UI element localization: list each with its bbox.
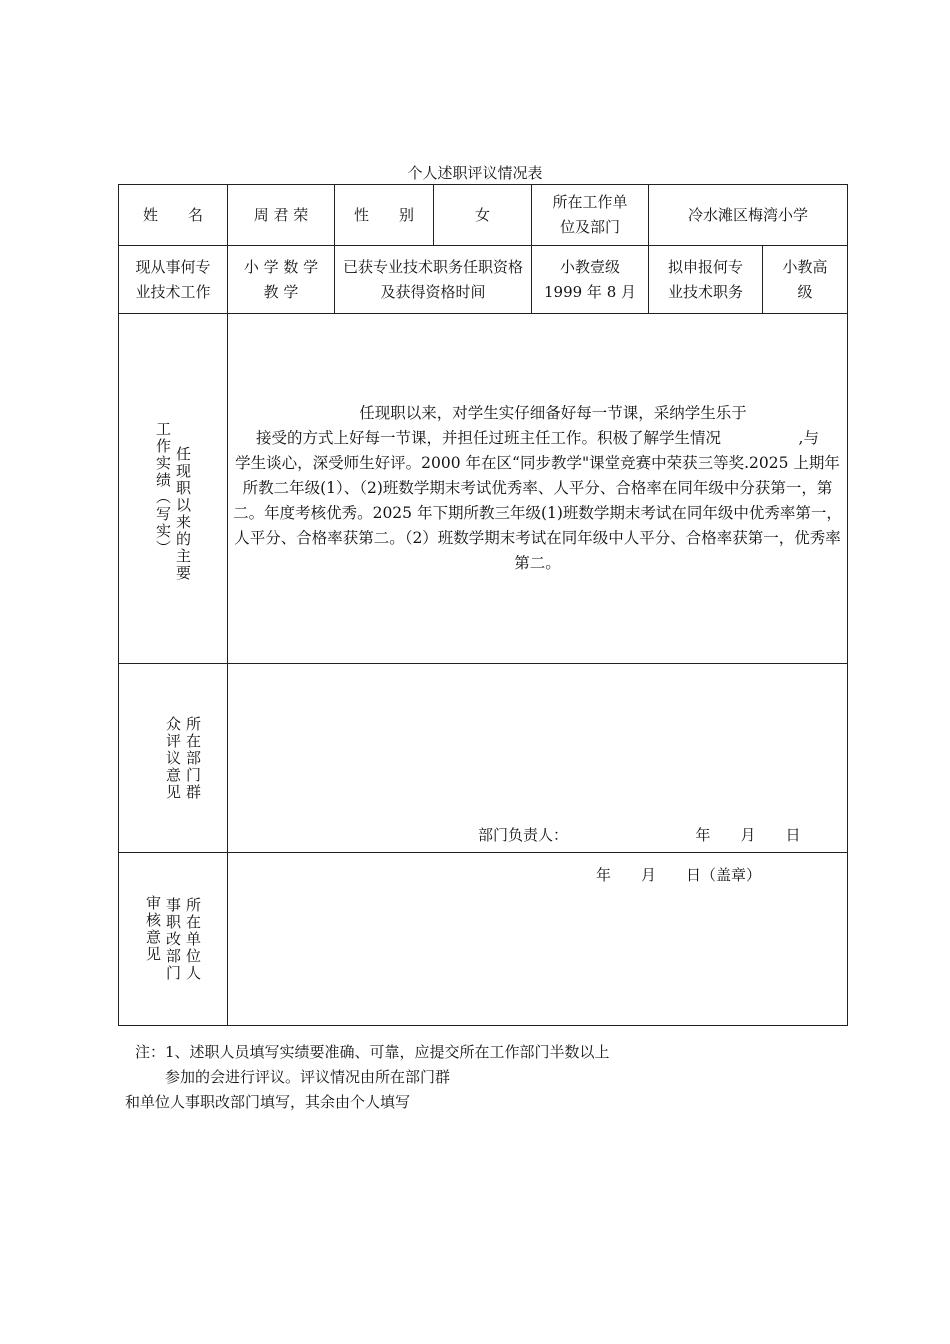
current-work-label: 现从事何专业技术工作 xyxy=(119,246,228,314)
dept-opinion-label-col1: 众评议意见 xyxy=(164,715,182,801)
unit-label: 所在工作单位及部门 xyxy=(532,185,649,246)
gender-value: 女 xyxy=(434,185,532,246)
unit-opinion-label-col1: 审核意见 xyxy=(144,895,162,963)
apply-value: 小教高级 xyxy=(763,246,848,314)
qualification-date: 1999 年 8 月 xyxy=(543,282,637,301)
note-line-3: 和单位人事职改部门填写，其余由个人填写 xyxy=(125,1093,411,1111)
qualification-value xyxy=(532,246,649,314)
name-value: 周 君 荣 xyxy=(228,185,335,246)
notes xyxy=(125,1040,610,1115)
achievements-label xyxy=(119,314,228,664)
note-line-2: 参加的会进行评议。评议情况由所在部门群 xyxy=(165,1068,451,1086)
dept-opinion-label xyxy=(119,664,228,853)
achievements-line-1: 任现职以来，对学生实仔细备好每一节课，采纳学生乐于 xyxy=(359,404,747,422)
gender-label: 性 别 xyxy=(335,185,434,246)
unit-opinion-label-col2: 事职改部门 xyxy=(164,896,182,982)
dept-opinion-content xyxy=(228,664,848,853)
evaluation-form-table xyxy=(118,184,848,1026)
achievements-label-col1: 工作实绩（写实） xyxy=(154,420,172,557)
unit-date-stamp: 年 月 日（盖章） xyxy=(596,866,762,884)
note-line-1: 注：1、述职人员填写实绩要准确、可靠，应提交所在工作部门半数以上 xyxy=(135,1043,610,1061)
achievements-rest: 学生谈心，深受师生好评。2000 年在区“同步教学"课堂竞赛中荣获三等奖.2025 上期年所教二年级(1）、（2)班数学期末考试优秀率、人平分、合格率在同年级中分获第一，第二。年度考核优秀。2025 年下期所教三年级(1)班数学期末考试在同年级中优秀率第一，人平分、合格率获第二。（2）班数学期末考试在同年级中人平分、合格率获第一，优秀率第二。 xyxy=(233,454,842,572)
unit-opinion-content xyxy=(228,853,848,1026)
achievements-line-2: 接受的方式上好每一节课，并担任过班主任工作。积极了解学生情况 ,与 xyxy=(256,429,819,447)
dept-signature-line: 部门负责人： 年 月 日 xyxy=(478,826,801,844)
name-label: 姓 名 xyxy=(119,185,228,246)
unit-value: 冷水滩区梅湾小学 xyxy=(649,185,848,246)
apply-label: 拟申报何专业技术职务 xyxy=(649,246,763,314)
achievements-label-col2: 任现职以来的主要 xyxy=(174,445,192,582)
unit-opinion-label xyxy=(119,853,228,1026)
unit-opinion-label-col3: 所在单位人 xyxy=(184,896,202,982)
current-work-value: 小 学 数 学 教 学 xyxy=(228,246,335,314)
qualification-label: 已获专业技术职务任职资格及获得资格时间 xyxy=(335,246,532,314)
form-title: 个人述职评议情况表 xyxy=(407,164,543,182)
qualification-level: 小教壹级 xyxy=(559,257,620,276)
achievements-text xyxy=(228,314,848,664)
dept-opinion-label-col2: 所在部门群 xyxy=(184,715,202,801)
